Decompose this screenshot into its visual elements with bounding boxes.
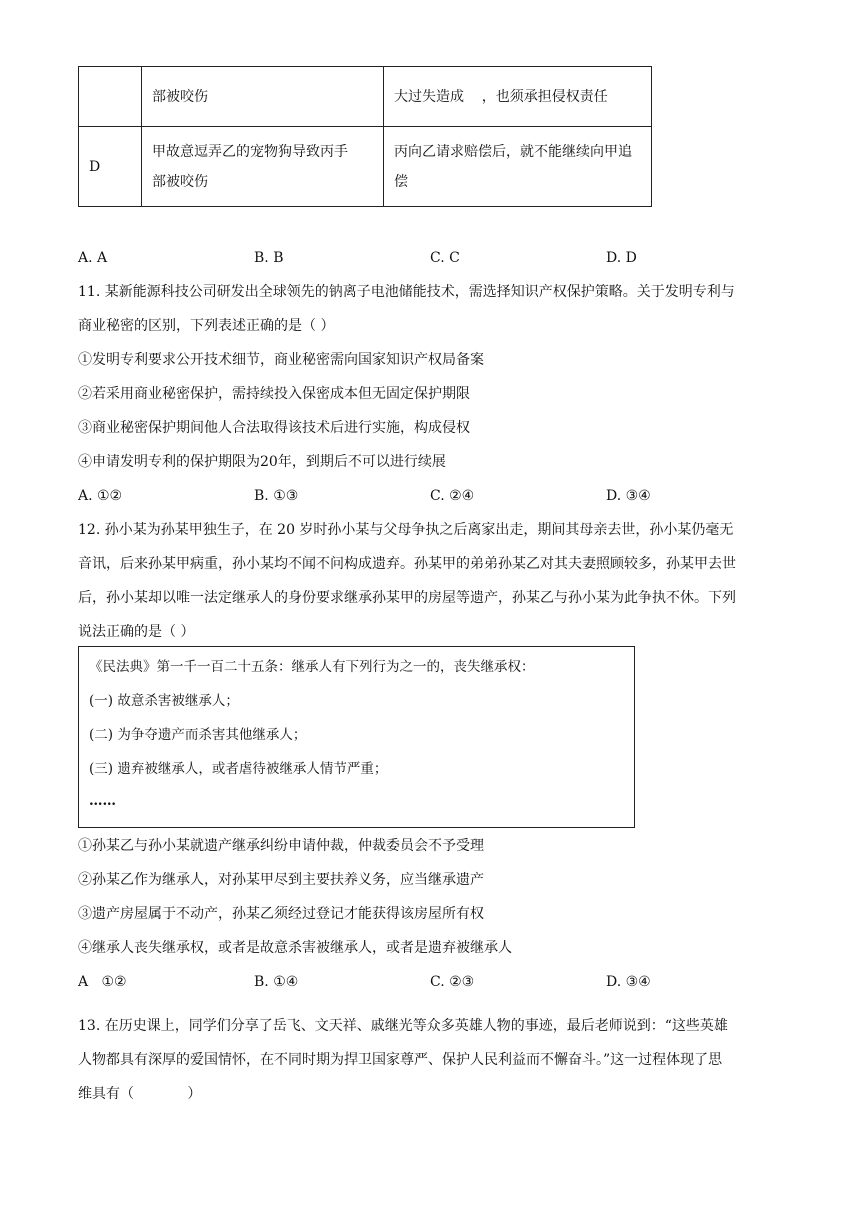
table-cell: 大过失造成 ，也须承担侵权责任 [384,67,652,127]
law-excerpt-box [78,646,635,828]
law-line: (一) 故意杀害被继承人； [89,693,239,709]
question-stem: 后，孙小某却以唯一法定继承人的身份要求继承孙某甲的房屋等遗产，孙某乙与孙小某为此争执不休。下列 [78,590,736,606]
option-b: B. ①③ [254,488,299,504]
cell-line: 甲故意逗弄乙的宠物狗导致丙手 [152,143,348,160]
table-row [79,127,652,207]
answer-table [78,66,652,207]
question-stem: 11. 某新能源科技公司研发出全球领先的钠离子电池储能技术，需选择知识产权保护策略。关于发明专利与 [78,284,735,300]
option-d: D. D [606,250,637,266]
table-cell [79,67,142,127]
option-d: D. ③④ [606,974,651,990]
statement-item: ①发明专利要求公开技术细节，商业秘密需向国家知识产权局备案 [78,352,484,368]
option-b: B. B [254,250,284,266]
table-cell [142,127,384,207]
statement-item: ①孙某乙与孙小某就遗产继承纠纷申请仲裁，仲裁委员会不予受理 [78,838,484,854]
statement-item: ②孙某乙作为继承人，对孙某甲尽到主要扶养义务，应当继承遗产 [78,872,484,888]
question-stem: 音讯，后来孙某甲病重，孙小某均不闻不问构成遗弃。孙某甲的弟弟孙某乙对其夫妻照顾较多，孙某甲去世 [78,556,736,572]
cell-line: 丙向乙请求赔偿后，就不能继续向甲追 [394,143,632,160]
statement-item: ④申请发明专利的保护期限为20年，到期后不可以进行续展 [78,454,446,470]
law-line: (三) 遗弃被继承人，或者虐待被继承人情节严重； [89,761,388,777]
statement-item: ③商业秘密保护期间他人合法取得该技术后进行实施，构成侵权 [78,420,470,436]
question-stem: 13. 在历史课上，同学们分享了岳飞、文天祥、戚继光等众多英雄人物的事迹，最后老师说到：“这些英雄 [78,1018,728,1034]
option-c: C. C [430,250,460,266]
table-row [79,67,652,127]
option-c: C. ②④ [430,488,475,504]
table-cell [384,127,652,207]
question-stem: 说法正确的是（ ） [78,624,195,640]
question-stem: 人物都具有深厚的爱国情怀，在不同时期为捍卫国家尊严、保护人民利益而不懈奋斗。”这一过程体现了思 [78,1052,723,1068]
question-stem: 12. 孙小某为孙某甲独生子，在 20 岁时孙小某与父母争执之后离家出走，期间其母亲去世，孙小某仍毫无 [78,522,734,538]
option-c: C. ②③ [430,974,475,990]
table-cell: 部被咬伤 [142,67,384,127]
option-d: D. ③④ [606,488,651,504]
question-stem: 商业秘密的区别，下列表述正确的是（ ） [78,318,335,334]
option-b: B. ①④ [254,974,299,990]
table-cell: D [79,127,142,207]
law-line: 《民法典》第一千一百二十五条：继承人有下列行为之一的，丧失继承权： [89,659,535,675]
law-line: (二) 为争夺遗产而杀害其他继承人； [89,727,307,743]
question-stem: 维具有（ ） [78,1086,202,1102]
statement-item: ③遗产房屋属于不动产，孙某乙须经过登记才能获得该房屋所有权 [78,906,484,922]
cell-line: 偿 [394,173,408,190]
statement-item: ④继承人丧失继承权，或者是故意杀害被继承人，或者是遗弃被继承人 [78,940,512,956]
option-a: A. A [78,250,108,266]
option-a: A ①② [78,974,127,990]
cell-line: 部被咬伤 [152,173,208,190]
option-a: A. ①② [78,488,123,504]
statement-item: ②若采用商业秘密保护，需持续投入保密成本但无固定保护期限 [78,386,470,402]
law-ellipsis: …… [89,793,116,809]
